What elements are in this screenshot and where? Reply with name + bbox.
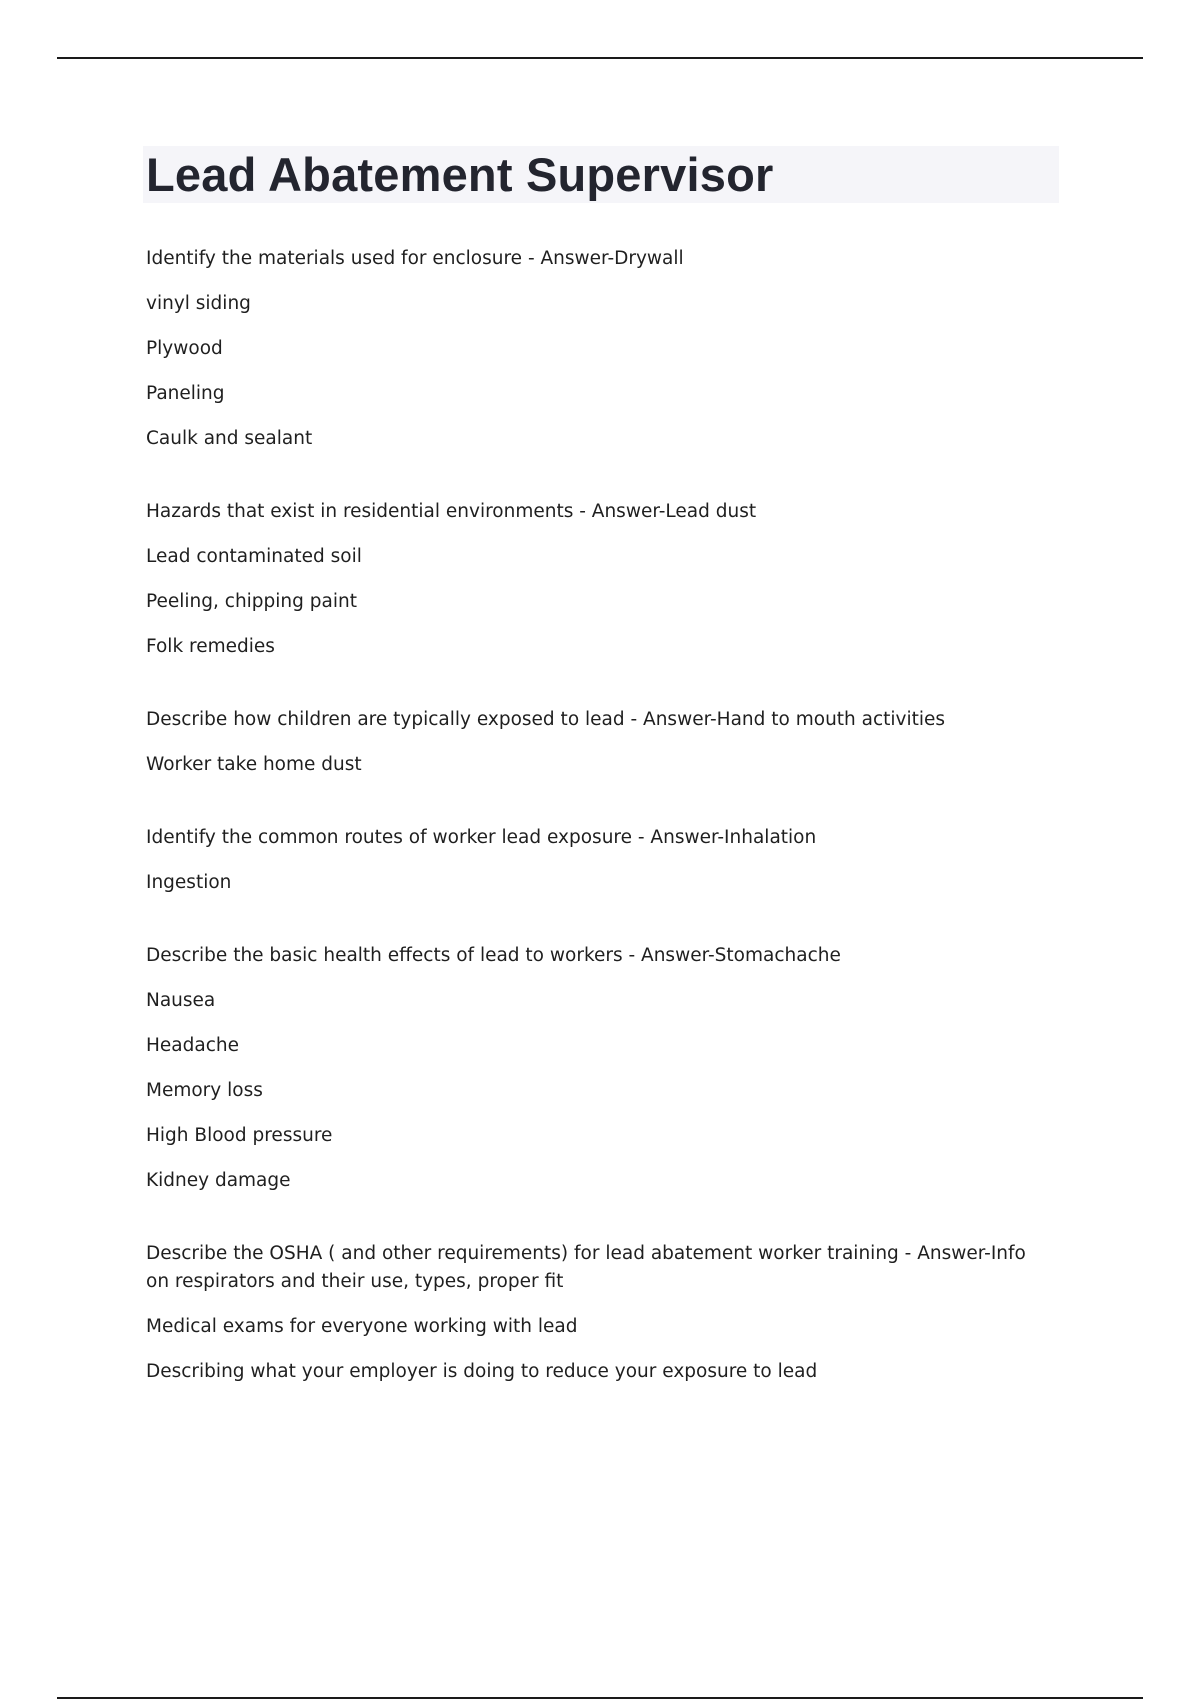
question-line: Describe the OSHA ( and other requirements) for lead abatement worker training - Answer-Info on respirators and their use, types, proper fit [146,1243,1026,1292]
answer-line: Folk remedies [146,636,275,657]
question-line: Identify the common routes of worker lead exposure - Answer-Inhalation [146,827,817,848]
answer-line: Plywood [146,338,223,359]
answer-line: Headache [146,1035,239,1056]
answer-line: Worker take home dust [146,754,362,775]
answer-line: Peeling, chipping paint [146,591,357,612]
answer-line: Kidney damage [146,1170,291,1191]
answer-line: High Blood pressure [146,1125,333,1146]
answer-line: Caulk and sealant [146,428,313,449]
question-line: Hazards that exist in residential environments - Answer-Lead dust [146,501,757,522]
answer-line: Memory loss [146,1080,263,1101]
qa-block-exposure-routes [146,824,1046,897]
page-title: Lead Abatement Supervisor [146,148,774,201]
question-line: Describe how children are typically exposed to lead - Answer-Hand to mouth activities [146,709,946,730]
answer-line: Medical exams for everyone working with lead [146,1316,578,1337]
answer-line: Lead contaminated soil [146,546,362,567]
answer-line: Describing what your employer is doing to reduce your exposure to lead [146,1361,818,1382]
question-line: Identify the materials used for enclosure - Answer-Drywall [146,248,684,269]
answer-line: vinyl siding [146,293,251,314]
qa-block-osha-training [146,1240,1046,1386]
qa-block-health-effects [146,942,1046,1195]
qa-block-children-exposure [146,706,1046,779]
answer-line: Ingestion [146,872,232,893]
header-rule [57,57,1143,59]
footer-rule [57,1697,1143,1699]
question-line: Describe the basic health effects of lead to workers - Answer-Stomachache [146,945,841,966]
qa-block-hazards [146,498,1046,661]
qa-block-enclosure [146,245,1046,453]
document-body [146,245,1046,1431]
answer-line: Nausea [146,990,216,1011]
answer-line: Paneling [146,383,225,404]
